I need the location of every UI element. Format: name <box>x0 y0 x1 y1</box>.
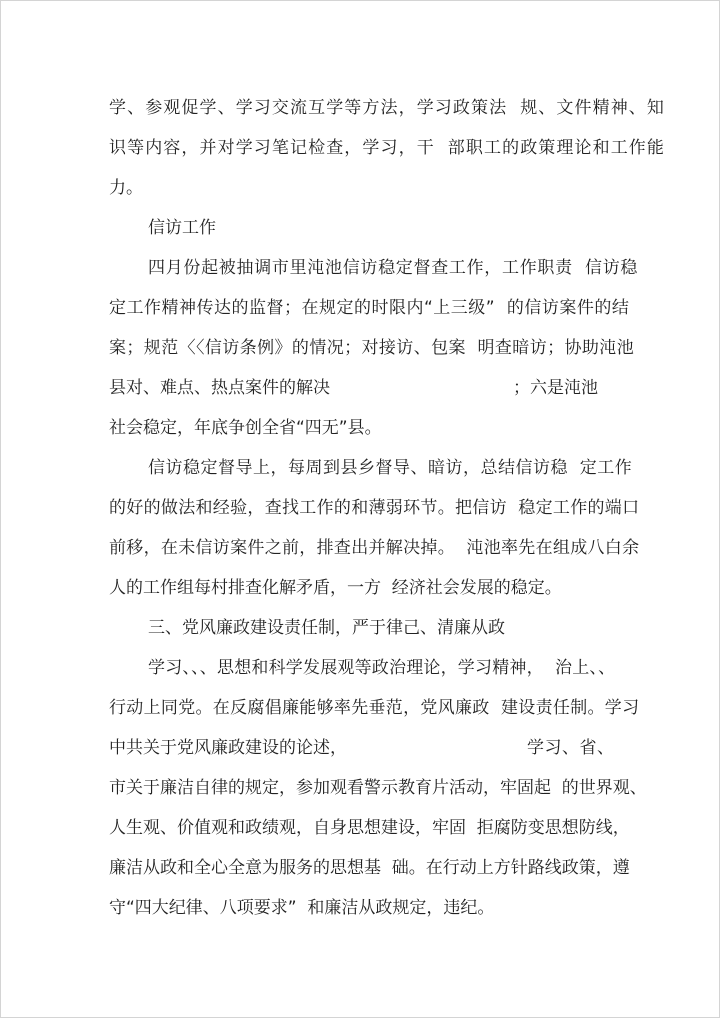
text-line: 学习、、、思想和科学发展观等政治理论，学习精神， 治上、、 <box>148 658 616 678</box>
section-heading: 信访工作 <box>148 218 216 238</box>
text-line: 守“四大纪律、八项要求” 和廉洁从政规定，违纪。 <box>109 898 495 918</box>
text-line: 信访稳定督导上，每周到县乡督导、暗访，总结信访稳 定工作 <box>148 458 633 478</box>
text-line: 县对、难点、热点案件的解决 <box>109 378 330 398</box>
text-line: 识等内容，并对学习笔记检查，学习，干 部职工的政策理论和工作能 <box>109 138 666 158</box>
text-line: 社会稳定，年底争创全省“四无”县。 <box>109 418 382 438</box>
text-line: 市关于廉洁自律的规定，参加观看警示教育片活动，牢固起 的世界观、 <box>109 778 647 798</box>
text-line: 学习、省、 <box>527 738 615 758</box>
text-line: 定工作精神传达的监督；在规定的时限内“上三级” 的信访案件的结 <box>109 298 630 318</box>
text-line: 人生观、价值观和政绩观，自身思想建设，牢固 拒腐防变思想防线， <box>109 818 630 838</box>
text-line: 学、参观促学、学习交流互学等方法，学习政策法 规、文件精神、知 <box>109 98 666 118</box>
text-line: 人的工作组每村排查化解矛盾，一方 经济社会发展的稳定。 <box>109 578 562 598</box>
text-line: 前移，在未信访案件之前，排查出并解决掉。 沌池率先在组成八白余 <box>109 538 640 558</box>
text-line: ；六是沌池 <box>513 378 598 398</box>
text-line: 中共关于党风廉政建设的论述， <box>109 738 347 758</box>
text-line: 行动上同党。在反腐倡廉能够率先垂范，党风廉政 建设责任制。学习 <box>109 698 640 718</box>
section-heading: 三、党风廉政建设责任制，严于律己、清廉从政 <box>148 618 505 638</box>
text-line: 廉洁从政和全心全意为服务的思想基 础。在行动上方针路线政策，遵 <box>109 858 630 878</box>
text-line: 案；规范〈〈信访条例》的情况；对接访、包案 明查暗访；协助沌池 <box>109 338 635 358</box>
text-line: 力。 <box>109 178 143 198</box>
text-line: 的好的做法和经验，查找工作的和薄弱环节。把信访 稳定工作的端口 <box>109 498 640 518</box>
text-line: 四月份起被抽调市里沌池信访稳定督查工作，工作职责 信访稳 <box>148 258 639 278</box>
